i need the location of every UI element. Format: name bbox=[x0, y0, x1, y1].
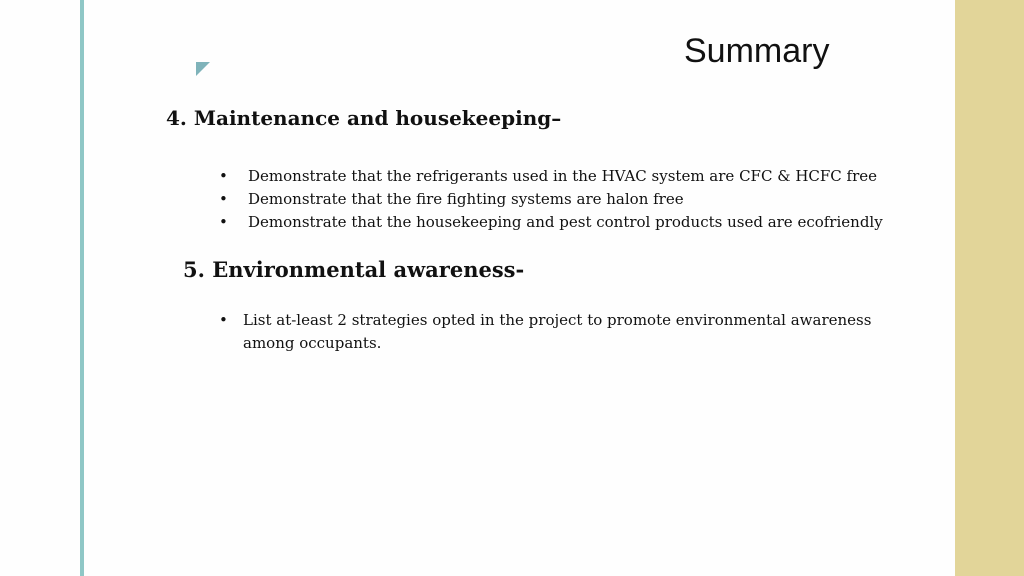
bullet-icon: • bbox=[219, 311, 228, 329]
corner-triangle-icon bbox=[196, 62, 210, 76]
bullet-icon: • bbox=[219, 190, 228, 208]
maintenance-bullet-list bbox=[219, 165, 949, 234]
list-item bbox=[219, 188, 949, 211]
left-accent-rule bbox=[80, 0, 84, 576]
section-heading-maintenance: 4. Maintenance and housekeeping– bbox=[166, 106, 562, 130]
bullet-text: Demonstrate that the fire fighting systems are halon free bbox=[248, 190, 684, 208]
bullet-text: Demonstrate that the housekeeping and pest control products used are ecofriendly bbox=[248, 213, 883, 231]
right-accent-band bbox=[955, 0, 1024, 576]
slide-title: Summary bbox=[684, 32, 830, 70]
environmental-awareness-bullet-list bbox=[219, 309, 924, 355]
bullet-text: List at-least 2 strategies opted in the project to promote environmental awareness among occupants. bbox=[243, 311, 872, 352]
bullet-icon: • bbox=[219, 167, 228, 185]
list-item bbox=[219, 309, 924, 355]
list-item bbox=[219, 165, 949, 188]
section-heading-environmental-awareness: 5. Environmental awareness- bbox=[183, 257, 525, 282]
list-item bbox=[219, 211, 949, 234]
bullet-icon: • bbox=[219, 213, 228, 231]
bullet-text: Demonstrate that the refrigerants used in the HVAC system are CFC & HCFC free bbox=[248, 167, 878, 185]
